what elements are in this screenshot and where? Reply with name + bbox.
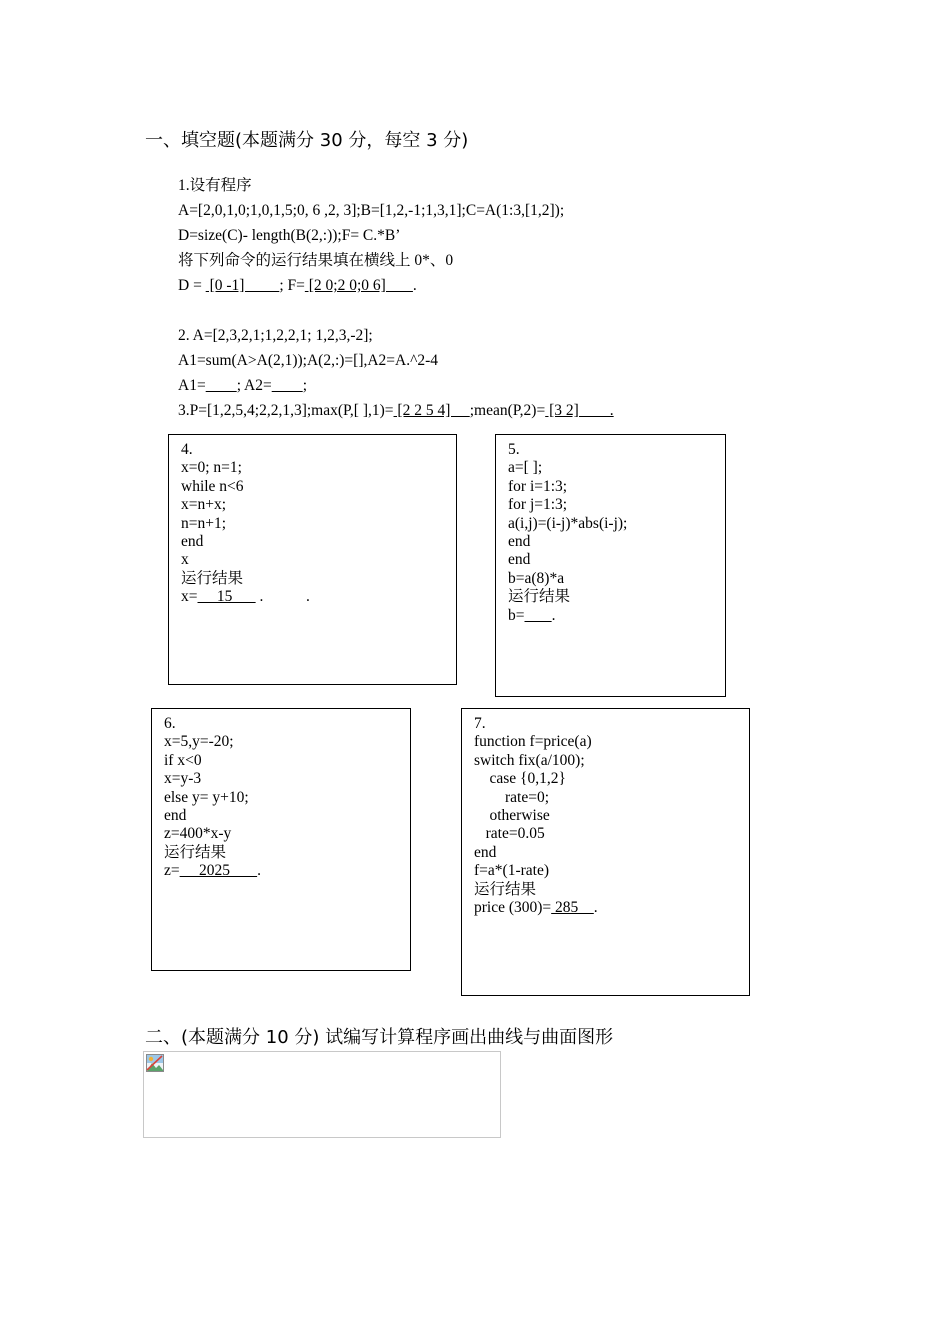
- q5-line: a(i,j)=(i-j)*abs(i-j);: [508, 514, 628, 532]
- q7-line: f=a*(1-rate): [474, 862, 549, 880]
- q7-line: rate=0;: [474, 788, 550, 806]
- q3-mean-label: ;mean(P,2)=: [469, 402, 546, 419]
- q4-line: 运行结果: [181, 569, 244, 587]
- q5-answer-end: .: [551, 606, 556, 624]
- q4-line: while n<6: [181, 477, 244, 495]
- q5-line: b=a(8)*a: [508, 569, 565, 587]
- q4-line: x=n+x;: [181, 496, 227, 514]
- q7-answer-line: [474, 899, 737, 917]
- q6-line: x=5,y=-20;: [164, 733, 234, 751]
- q2-end: ;: [302, 377, 308, 394]
- q6-line: z=400*x-y: [164, 825, 232, 843]
- q6-answer-end: .: [257, 862, 261, 880]
- q5-box: [495, 434, 726, 697]
- q4-answer-end: . .: [255, 588, 310, 606]
- q7-box: [461, 708, 750, 996]
- q5-line: end: [508, 532, 531, 550]
- q7-line: 7.: [474, 715, 486, 732]
- q2-a2-label: ; A2=: [236, 377, 272, 394]
- q1-d-label: D =: [178, 277, 206, 294]
- q5-line: for j=1:3;: [508, 496, 568, 514]
- q7-answer: 285: [551, 898, 594, 916]
- q4-line: x=0; n=1;: [181, 459, 242, 477]
- q6-line: else y= y+10;: [164, 788, 249, 806]
- q5-answer-line: [508, 607, 713, 625]
- q2-line1: 2. A=[2,3,2,1;1,2,2,1; 1,2,3,-2];: [178, 327, 373, 344]
- q4-answer-line: [181, 588, 444, 606]
- q7-line: 运行结果: [474, 880, 537, 898]
- q3-max-label: 3.P=[1,2,5,4;2,2,1,3];max(P,[ ],1)=: [178, 402, 394, 419]
- q5-line: end: [508, 551, 531, 569]
- q5-answer-label: b=: [508, 606, 525, 624]
- q5-line: 5.: [508, 441, 520, 458]
- section2-heading: 二、(本题满分 10 分) 试编写计算程序画出曲线与曲面图形: [145, 1027, 614, 1048]
- q4-answer-label: x=: [181, 588, 198, 606]
- q2-a1-blank: [206, 377, 237, 394]
- q3-mean-answer: [3 2] .: [545, 402, 614, 419]
- q7-line: switch fix(a/100);: [474, 751, 585, 769]
- q1-d-answer: [0 -1]: [205, 277, 280, 294]
- q5-line: 运行结果: [508, 588, 571, 606]
- q3-max-answer: [2 2 5 4]: [393, 402, 470, 419]
- q2-line2: A1=sum(A>A(2,1));A(2,:)=[],A2=A.^2-4: [178, 352, 439, 369]
- q6-line: 6.: [164, 715, 176, 732]
- q6-answer-line: [164, 862, 398, 880]
- q1-line1: 1.设有程序: [178, 177, 252, 194]
- q1-f-label: ; F=: [279, 277, 305, 294]
- q5-line: a=[ ];: [508, 459, 543, 477]
- q4-line: n=n+1;: [181, 514, 227, 532]
- q6-answer-label: z=: [164, 862, 180, 880]
- q3-line: [178, 401, 614, 421]
- q7-line: function f=price(a): [474, 733, 592, 751]
- q6-line: x=y-3: [164, 770, 202, 788]
- q7-answer-label: price (300)=: [474, 898, 552, 916]
- q1-line5: [178, 276, 417, 296]
- q1-line4: 将下列命令的运行结果填在横线上 0*、0: [178, 252, 454, 269]
- q7-line: case {0,1,2}: [474, 770, 566, 788]
- q6-box: [151, 708, 411, 971]
- q1-line2: A=[2,0,1,0;1,0,1,5;0, 6 ,2, 3];B=[1,2,-1;1,3,1];C=A(1:3,[1,2]);: [178, 202, 565, 219]
- q7-line: end: [474, 843, 497, 861]
- q4-answer: 15: [197, 588, 256, 606]
- section1-heading: 一、填空题(本题满分 30 分，每空 3 分): [145, 130, 469, 151]
- q2-a1-label: A1=: [178, 377, 206, 394]
- broken-image-icon: [146, 1054, 164, 1072]
- q4-line: end: [181, 532, 204, 550]
- q4-box: [168, 434, 457, 685]
- q6-line: end: [164, 806, 187, 824]
- q5-line: for i=1:3;: [508, 477, 568, 495]
- q4-line: x: [181, 551, 189, 569]
- q6-line: if x<0: [164, 751, 202, 769]
- q6-answer: 2025: [179, 862, 258, 880]
- q1-end: .: [412, 277, 417, 294]
- q7-line: otherwise: [474, 806, 550, 824]
- q5-answer: [525, 607, 552, 624]
- q1-line3: D=size(C)- length(B(2,:));F= C.*B’: [178, 227, 401, 244]
- image-placeholder: [143, 1051, 501, 1138]
- q7-answer-end: .: [593, 898, 598, 916]
- q7-line: rate=0.05: [474, 825, 545, 843]
- q2-a2-blank: [272, 377, 303, 394]
- q2-line3: [178, 376, 307, 396]
- q4-line: 4.: [181, 441, 193, 458]
- q1-f-answer: [2 0;2 0;0 6]: [304, 277, 413, 294]
- q6-line: 运行结果: [164, 843, 227, 861]
